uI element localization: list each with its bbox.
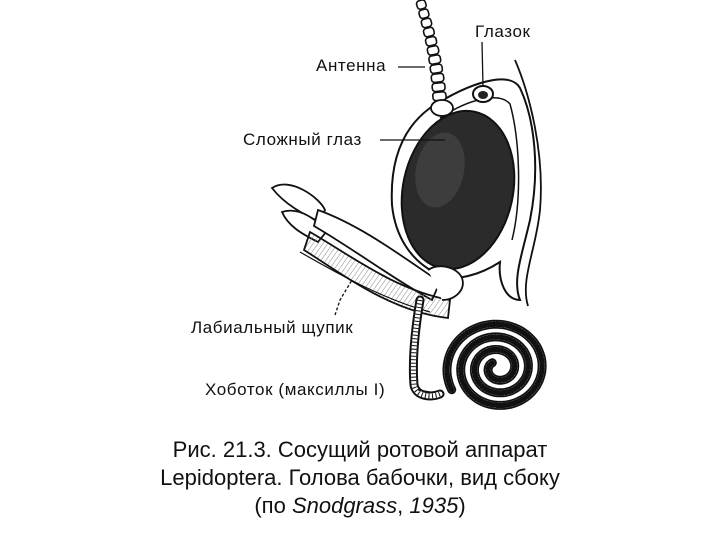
label-compound-eye: Сложный глаз xyxy=(243,130,362,149)
label-labial-palp: Лабиальный щупик xyxy=(191,318,354,337)
caption-line-1: Рис. 21.3. Сосущий ротовой аппарат xyxy=(172,437,548,462)
antenna-segment xyxy=(430,64,443,74)
label-antenna: Антенна xyxy=(316,56,387,75)
caption-sep: , xyxy=(397,493,410,518)
antenna-segment xyxy=(431,73,444,83)
caption-close: ) xyxy=(458,493,466,518)
antenna-base xyxy=(431,100,453,116)
antenna-segment xyxy=(427,45,440,55)
label-proboscis: Хоботок (максиллы I) xyxy=(205,380,386,399)
antenna-segment xyxy=(432,82,446,91)
caption-line-2: Lepidoptera. Голова бабочки, вид сбоку xyxy=(160,465,560,490)
figure-caption xyxy=(120,436,600,520)
caption-line-3 xyxy=(120,492,600,520)
caption-author: Snodgrass xyxy=(291,493,398,518)
labial-palp-leader xyxy=(335,280,352,315)
label-ocellus: Глазок xyxy=(475,22,531,41)
caption-year: 1935 xyxy=(409,493,459,518)
antenna-segment xyxy=(428,54,441,64)
proboscis-coil xyxy=(447,324,542,405)
ocellus-leader xyxy=(482,42,483,86)
ocellus-dot xyxy=(478,91,488,99)
caption-open: (по xyxy=(254,493,292,518)
